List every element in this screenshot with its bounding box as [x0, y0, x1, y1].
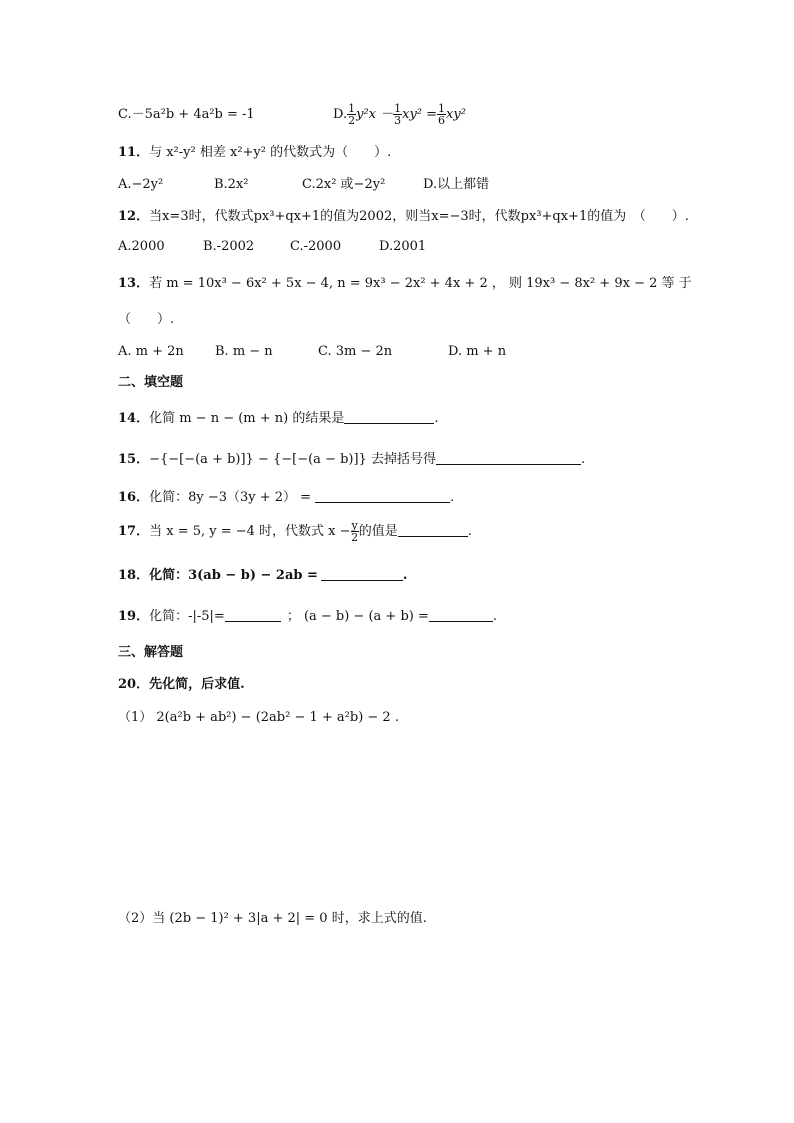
question-number: 17．: [118, 524, 150, 539]
question-16: 16．化简：8y −3（3y + 2） = .: [118, 490, 455, 505]
question-number: 18．: [118, 568, 150, 583]
question-stem: 当x=3时，代数式px³+qx+1的值为2002，则当x=−3时，代数px³+qx+1的值为 （ ）.: [149, 209, 689, 224]
question-number: 11．: [118, 145, 150, 160]
fraction: $\frac{1}{3}$: [394, 102, 402, 127]
question-12: [118, 207, 689, 227]
section-title-fill-in: 二、填空题: [118, 375, 184, 390]
question-20: [118, 675, 245, 695]
question-18: 18．化简：3(ab − b) − 2ab = .: [118, 568, 408, 583]
option-a: A. m + 2n: [118, 344, 184, 359]
q10-option-c: C.－5a²b + 4a²b = -1: [118, 107, 255, 122]
question-number: 20．: [118, 677, 150, 692]
question-number: 19．: [118, 609, 150, 624]
question-20-part-1: （1） 2(a²b + ab²) − (2ab² − 1 + a²b) − 2 .: [118, 710, 399, 725]
question-stem: −{−[−(a + b)]} − {−[−(a − b)]} 去掉括号得: [149, 452, 436, 467]
q12-options: [118, 237, 618, 257]
question-11: [118, 143, 391, 163]
answer-blank[interactable]: [436, 450, 581, 465]
question-20-part-2: （2）当 (2b − 1)² + 3|a + 2| = 0 时，求上式的值.: [118, 911, 427, 926]
option-c: C. 3m − 2n: [318, 344, 393, 359]
answer-blank[interactable]: [429, 607, 493, 622]
answer-blank[interactable]: [225, 607, 281, 622]
q11-options: [118, 175, 618, 195]
fraction: $\frac{1}{2}$: [348, 102, 356, 127]
question-19: 19．化简：-|-5|= ； (a − b) − (a + b) = .: [118, 609, 498, 624]
section-title-solve: 三、解答题: [118, 645, 184, 660]
question-stem: 先化简，后求值.: [149, 677, 245, 692]
question-stem: 当 x = 5, y = −4 时，代数式 x −: [149, 524, 351, 539]
question-number: 13．: [118, 276, 150, 291]
answer-blank[interactable]: [344, 409, 434, 424]
answer-blank[interactable]: [321, 566, 403, 581]
question-number: 16．: [118, 490, 150, 505]
q13-options: [118, 342, 638, 362]
question-13-stem-cont: （ ）.: [118, 312, 175, 327]
question-17: 17．当 x = 5, y = −4 时，代数式 x − $\frac{y}{2}$ 的值是 .: [118, 519, 472, 544]
q10-option-d-label: D.: [333, 107, 348, 122]
option-d: D.2001: [379, 239, 427, 254]
question-stem: 化简：8y −3（3y + 2） =: [149, 490, 312, 505]
question-stem: 化简 m − n − (m + n) 的结果是: [149, 411, 345, 426]
answer-blank[interactable]: [315, 488, 450, 503]
question-number: 14．: [118, 411, 150, 426]
option-d: D. m + n: [448, 344, 507, 359]
option-a: A.−2y²: [118, 177, 164, 192]
option-c: C.-2000: [290, 239, 342, 254]
question-stem: 若 m = 10x³ − 6x² + 5x − 4, n = 9x³ − 2x² + 4x + 2 ， 则 19x³ − 8x² + 9x − 2 等 于: [149, 276, 692, 291]
q10-option-d: D. $\frac{1}{2}$ y²x － $\frac{1}{3}$ xy² = $\frac{1}{6}$ xy²: [333, 102, 466, 127]
option-b: B. m − n: [215, 344, 273, 359]
option-d: D.以上都错: [423, 177, 490, 192]
answer-blank[interactable]: [398, 522, 468, 537]
question-stem: 化简：3(ab − b) − 2ab =: [149, 568, 318, 583]
option-b: B.2x²: [214, 177, 249, 192]
question-stem: 与 x²-y² 相差 x²+y² 的代数式为（ ）.: [149, 145, 392, 160]
question-15: 15．−{−[−(a + b)]} − {−[−(a − b)]} 去掉括号得 .: [118, 452, 586, 467]
question-stem: 化简：-|-5|=: [149, 609, 225, 624]
question-13: [118, 274, 692, 294]
option-a: A.2000: [118, 239, 165, 254]
option-c: C.2x² 或−2y²: [302, 177, 386, 192]
fraction: $\frac{y}{2}$: [351, 519, 359, 544]
fraction: $\frac{1}{6}$: [438, 102, 446, 127]
question-number: 15．: [118, 452, 150, 467]
question-number: 12．: [118, 209, 150, 224]
question-14: 14．化简 m − n − (m + n) 的结果是 .: [118, 411, 439, 426]
option-b: B.-2002: [203, 239, 255, 254]
